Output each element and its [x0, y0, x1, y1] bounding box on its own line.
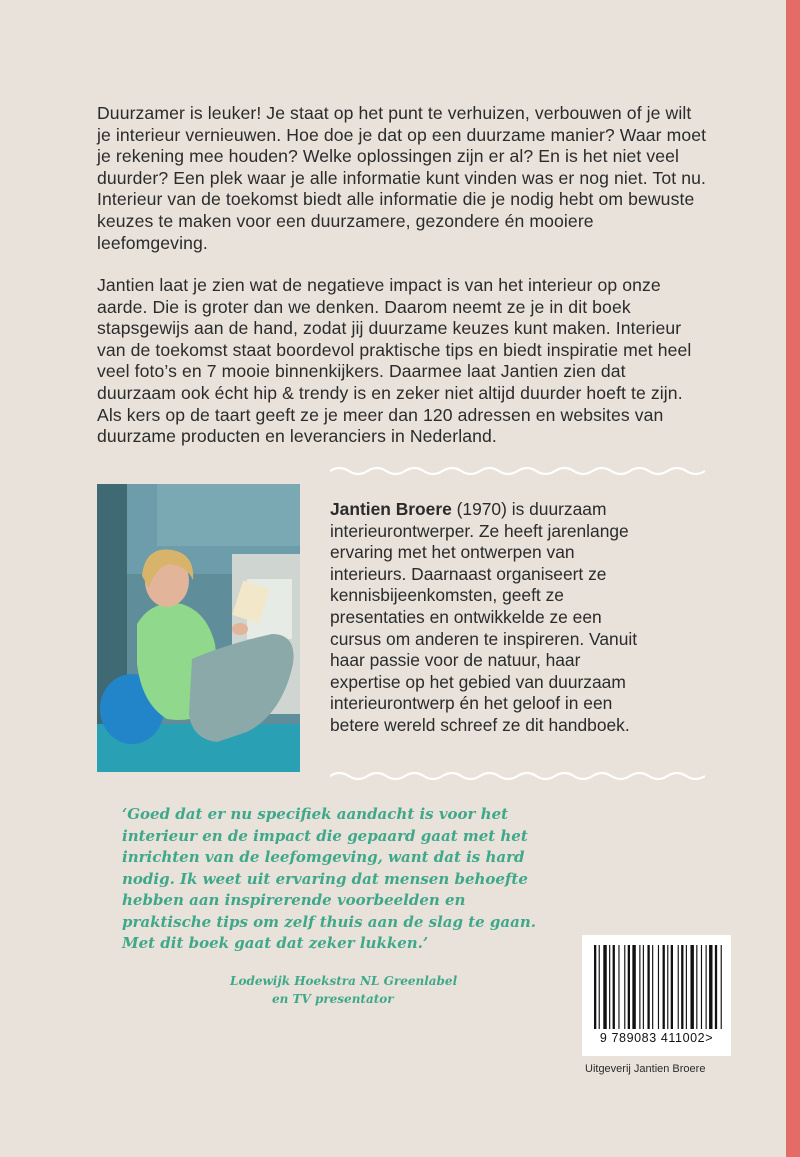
barcode-bars: [582, 935, 731, 1031]
intro-paragraph: Duurzamer is leuker! Je staat op het punt te verhuizen, verbouwen of je wilt je interieur vernieuwen. Hoe doe je dat op een duurzame manier? Waar moet je rekening mee houden? Welke oplossingen zijn er al? En is het niet veel duurder? Een plek waar je alle informatie kunt vinden was er nog niet. Tot nu. Interieur van de toekomst biedt alle informatie die je nodig hebt om bewuste keuzes te maken voor een duurzamere, gezondere én mooiere leefomgeving.: [97, 103, 707, 253]
author-bio: [330, 499, 640, 737]
barcode-digits: 9 789083 411002: [599, 1031, 706, 1045]
wavy-divider-bottom: [330, 768, 705, 784]
attribution-role: en TV presentator: [272, 992, 394, 1006]
book-spine-stripe: [786, 0, 800, 1157]
endorsement-quote: ‘Goed dat er nu specifiek aandacht is voor het interieur en de impact die gepaard gaat met het inrichten van de leefomgeving, want dat is hard nodig. Ik weet uit ervaring dat mensen behoefte hebben aan inspirerende voorbeelden en praktische tips om zelf thuis aan de slag te gaan. Met dit boek gaat dat zeker lukken.’: [122, 805, 536, 952]
author-bio-text: (1970) is duurzaam interieurontwerper. Ze heeft jarenlange ervaring met het ontwerpen van interieurs. Daarnaast organiseert ze kennisbijeenkomsten, geeft ze presentaties en ontwikkelde ze een cursus om anderen te inspireren. Vanuit haar passie voor de natuur, haar expertise op het gebied van duurzaam interieurontwerp én het geloof in een betere wereld schreef ze dit handboek.: [330, 499, 638, 735]
author-name: Jantien Broere: [330, 499, 452, 519]
attribution-name: Lodewijk Hoekstra NL Greenlabel: [230, 974, 458, 988]
barcode-arrow: >: [705, 1031, 714, 1045]
author-photo: [97, 484, 300, 772]
second-paragraph: Jantien laat je zien wat de negatieve impact is van het interieur op onze aarde. Die is groter dan we denken. Daarom neemt ze je in dit boek stapsgewijs aan de hand, zodat jij duurzame keuzes kunt maken. Interieur van de toekomst staat boordevol praktische tips en biedt inspiratie met heel veel foto’s en 7 mooie binnenkijkers. Daarmee laat Jantien zien dat duurzaam ook écht hip & trendy is en zeker niet altijd duurder hoeft te zijn. Als kers op de taart geeft ze je meer dan 120 adressen en websites van duurzame producten en leveranciers in Nederland.: [97, 275, 692, 447]
quote-attribution: [230, 972, 490, 1008]
isbn-barcode: [582, 935, 731, 1056]
wavy-divider-top: [330, 463, 705, 479]
publisher-name: Uitgeverij Jantien Broere: [585, 1063, 706, 1075]
barcode-number: [582, 1031, 731, 1045]
